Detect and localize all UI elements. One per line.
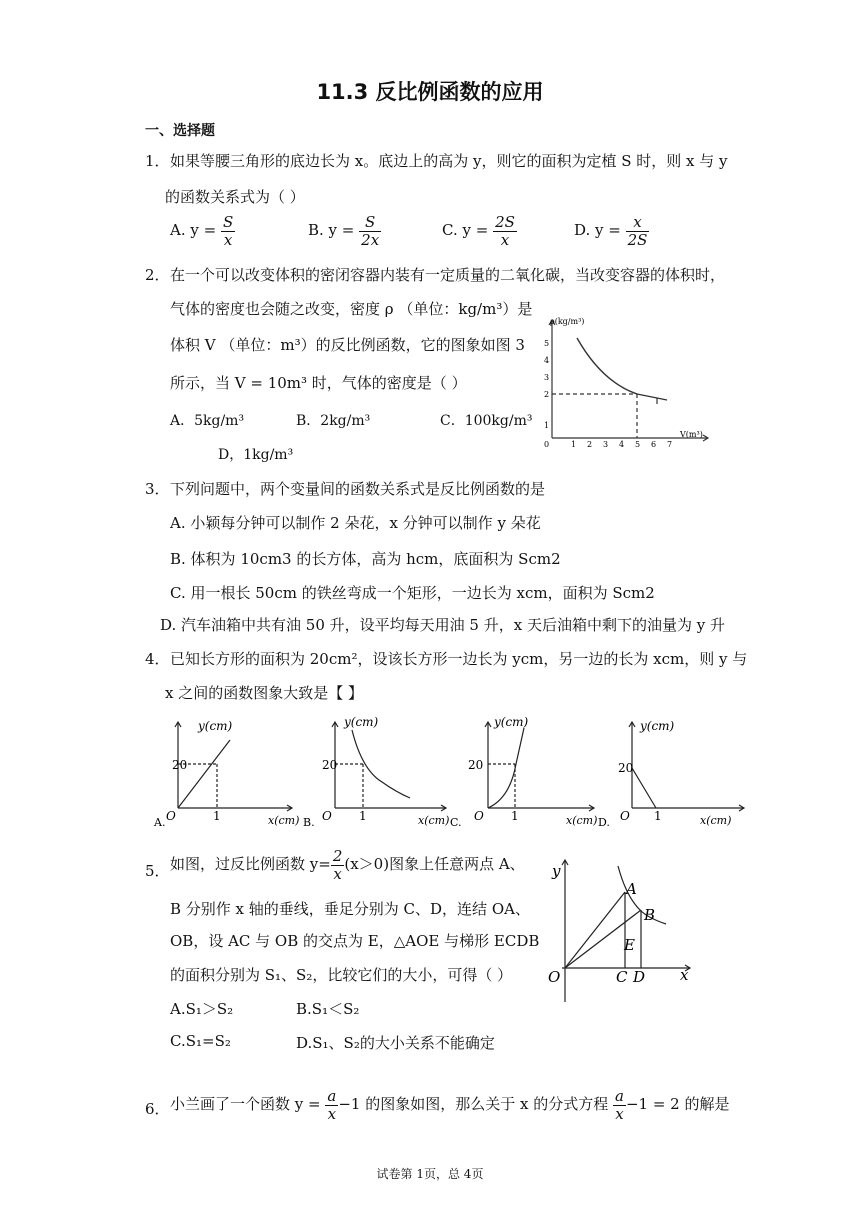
q3-option-d[interactable]: D. 汽车油箱中共有油 50 升，设平均每天用油 5 升，x 天后油箱中剩下的油量为 y 升 [160,616,725,634]
q5-option-a[interactable]: A.S₁＞S₂ [170,1000,234,1018]
q6-number: 6． [145,1100,170,1118]
q4-graph-c[interactable] [448,712,600,832]
q4-a-x1: 1 [213,809,221,823]
q5-line1: 如图，过反比例函数 y= $\frac{2}{x}$ (x＞0)图象上任意两点 A、 [170,847,525,883]
q2-xtick: 5 [635,440,641,449]
q6-text: 小兰画了一个函数 y = $\frac{a}{x}$ −1 的图象如图，那么关于 x 的分式方程 $\frac{a}{x}$ −1 = 2 的解是 [170,1087,730,1123]
q4-d-letter: D. [598,816,610,829]
q2-xtick: 7 [667,440,673,449]
q2-line4: 所示，当 V = 10m³ 时，气体的密度是（ ） [170,374,467,392]
q4-d-y20: 20 [618,761,634,775]
q5-label-e: E [624,936,635,954]
q4-a-ylabel: y(cm) [198,719,233,733]
q3-option-b[interactable]: B. 体积为 10cm3 的长方体，高为 hcm，底面积为 Scm2 [170,550,561,568]
q4-d-x1: 1 [654,809,662,823]
q4-b-ylabel: y(cm) [344,715,379,729]
q5-label-d: D [633,968,646,986]
q5-label-b: B [644,906,656,924]
q5-option-c[interactable]: C.S₁=S₂ [170,1032,231,1050]
q4-b-y20: 20 [322,758,338,772]
page-title: 11.3 反比例函数的应用 [316,80,544,104]
q5-label-y: y [552,862,561,880]
q3-option-c[interactable]: C. 用一根长 50cm 的铁丝弯成一个矩形，一边长为 xcm，面积为 Scm2 [170,584,655,602]
q5-label-a: A [626,880,637,898]
q1-option-d[interactable]: D. y = $\frac{x}{2S}$ [574,213,648,249]
q2-ytick: 3 [544,373,550,382]
q4-d-origin: O [620,809,630,823]
q2-number: 2． [145,266,170,284]
q2-graph-origin: 0 [544,440,550,449]
q2-ytick: 2 [544,390,550,399]
q2-ytick: 5 [544,339,550,348]
q4-d-xlabel: x(cm) [700,814,732,827]
q1-option-b[interactable]: B. y = $\frac{S}{2x}$ [308,213,380,249]
q4-b-xlabel: x(cm) [418,814,450,827]
q5-number: 5． [145,862,170,880]
q4-a-letter: A. [154,816,166,829]
q1-number: 1． [145,152,170,170]
q2-option-c[interactable]: C．100kg/m³ [440,413,533,429]
q1-option-a[interactable]: A. y = $\frac{S}{x}$ [170,213,234,249]
q4-b-x1: 1 [359,809,367,823]
q4-graph-d[interactable] [596,712,752,832]
q2-ytick: 1 [544,421,550,430]
q2-density-graph [540,308,712,452]
q5-label-o: O [548,968,561,986]
q3-option-a[interactable]: A. 小颖每分钟可以制作 2 朵花，x 分钟可以制作 y 朵花 [170,514,541,532]
q4-b-letter: B. [303,816,315,829]
q4-d-ylabel: y(cm) [640,719,675,733]
q3-stem: 下列问题中，两个变量间的函数关系式是反比例函数的是 [170,480,546,498]
q2-line1: 在一个可以改变体积的密闭容器内装有一定质量的二氧化碳，当改变容器的体积时， [170,266,726,284]
q4-c-x1: 1 [511,809,519,823]
q4-graph-b[interactable] [300,712,452,832]
q4-line1: 已知长方形的面积为 20cm²，设该长方形一边长为 ycm，另一边的长为 xcm，则 y 与 [170,650,748,668]
q4-graph-a[interactable] [150,712,302,832]
q2-option-a[interactable]: A．5kg/m³ [170,413,245,429]
q2-xtick: 6 [651,440,657,449]
q5-label-c: C [616,968,628,986]
section-heading: 一、选择题 [145,123,215,139]
q4-c-xlabel: x(cm) [566,814,598,827]
q4-a-y20: 20 [172,758,188,772]
q4-a-origin: O [166,809,176,823]
q1-line2: 的函数关系式为（ ） [165,188,305,206]
q4-line2: x 之间的函数图象大致是【 】 [165,684,363,702]
q2-option-b[interactable]: B．2kg/m³ [296,413,371,429]
q2-xtick: 1 [571,440,577,449]
q5-line2: B 分别作 x 轴的垂线，垂足分别为 C、D，连结 OA、 [170,900,530,918]
q2-option-d[interactable]: D，1kg/m³ [218,447,294,463]
q4-c-ylabel: y(cm) [494,715,529,729]
q5-option-b[interactable]: B.S₁＜S₂ [296,1000,360,1018]
q2-ytick: 4 [544,356,550,365]
q5-line3: OB，设 AC 与 OB 的交点为 E，△AOE 与梯形 ECDB [170,932,540,950]
q3-number: 3． [145,480,170,498]
q5-line4: 的面积分别为 S₁、S₂，比较它们的大小，可得（ ） [170,966,513,984]
q4-c-letter: C. [450,816,462,829]
q4-c-y20: 20 [468,758,484,772]
q4-b-origin: O [322,809,332,823]
q2-graph-xlabel: V(m³) [680,430,703,439]
q5-diagram [540,852,700,1012]
q1-line1: 如果等腰三角形的底边长为 x。底边上的高为 y，则它的面积为定植 S 时，则 x 与 y [170,152,728,170]
q2-graph-ylabel: ρ(kg/m³) [550,317,585,326]
q4-a-xlabel: x(cm) [268,814,300,827]
q2-xtick: 2 [587,440,593,449]
q5-option-d[interactable]: D.S₁、S₂的大小关系不能确定 [296,1034,495,1052]
q4-c-origin: O [474,809,484,823]
q2-xtick: 3 [603,440,609,449]
q2-line2: 气体的密度也会随之改变，密度 ρ （单位：kg/m³）是 [170,300,533,318]
page-footer: 试卷第 1页，总 4页 [376,1167,484,1181]
q1-option-c[interactable]: C. y = $\frac{2S}{x}$ [442,213,515,249]
q5-label-x: x [680,966,689,984]
q2-line3: 体积 V （单位：m³）的反比例函数，它的图象如图 3 [170,336,525,354]
q2-xtick: 4 [619,440,625,449]
q4-number: 4． [145,650,170,668]
